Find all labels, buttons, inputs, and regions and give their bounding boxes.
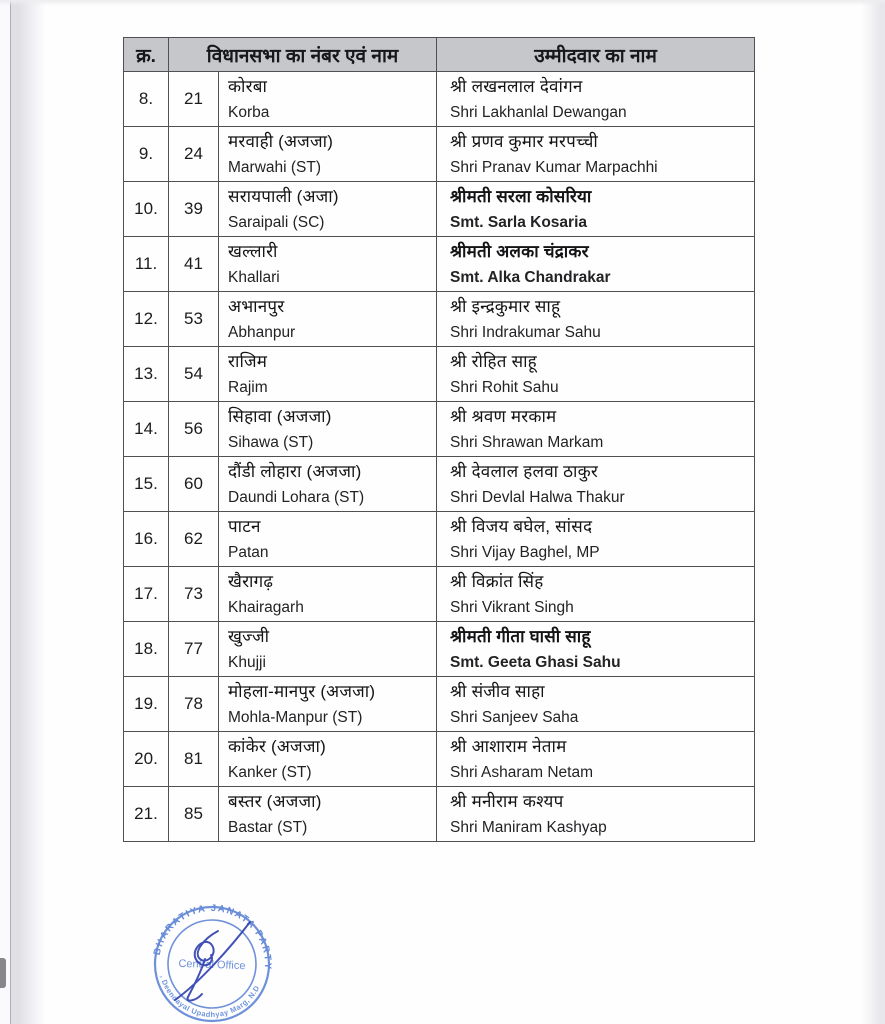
- stamp-center-text: Central Office: [178, 957, 246, 973]
- constituency-name-hindi: अभानपुर: [228, 296, 285, 316]
- candidate-name-cell: [437, 347, 755, 402]
- candidate-name-english: Shri Asharam Netam: [450, 763, 594, 781]
- constituency-name-cell: [219, 512, 437, 567]
- constituency-name-cell: [219, 567, 437, 622]
- constituency-number-cell: 39: [169, 182, 219, 237]
- candidate-name-hindi: श्री विक्रांत सिंह: [450, 571, 544, 591]
- constituency-number-cell: 73: [169, 567, 219, 622]
- candidate-name-english: Shri Maniram Kashyap: [450, 818, 607, 836]
- constituency-name-hindi: खुज्जी: [228, 626, 270, 646]
- constituency-name-english: Khairagarh: [228, 598, 304, 616]
- constituency-name-english: Korba: [228, 103, 270, 121]
- constituency-name-english: Khujji: [228, 653, 266, 671]
- constituency-number-cell: 85: [169, 787, 219, 842]
- scan-edge-top: [0, 0, 885, 6]
- scan-edge-right: [861, 0, 885, 1024]
- serial-cell: 13.: [124, 347, 169, 402]
- serial-cell: 10.: [124, 182, 169, 237]
- candidate-name-english: Shri Vikrant Singh: [450, 598, 574, 616]
- constituency-name-hindi: कांकेर (अजजा): [228, 736, 326, 756]
- table-row: [124, 347, 755, 402]
- candidate-name-hindi: श्री रोहित साहू: [450, 351, 537, 371]
- table-row: [124, 237, 755, 292]
- candidate-name-hindi: श्री मनीराम कश्यप: [450, 791, 564, 811]
- candidate-table-body: [124, 72, 755, 842]
- constituency-number-cell: 60: [169, 457, 219, 512]
- constituency-name-english: Saraipali (SC): [228, 213, 325, 231]
- candidate-name-hindi: श्री देवलाल हलवा ठाकुर: [450, 461, 599, 481]
- constituency-name-cell: [219, 237, 437, 292]
- constituency-number-cell: 78: [169, 677, 219, 732]
- table-row: [124, 512, 755, 567]
- constituency-name-english: Sihawa (ST): [228, 433, 314, 451]
- constituency-name-cell: [219, 292, 437, 347]
- constituency-number-cell: 53: [169, 292, 219, 347]
- candidate-name-hindi: श्री प्रणव कुमार मरपच्ची: [450, 131, 598, 151]
- candidate-name-cell: [437, 292, 755, 347]
- constituency-name-cell: [219, 72, 437, 127]
- serial-cell: 17.: [124, 567, 169, 622]
- constituency-number-cell: 24: [169, 127, 219, 182]
- candidate-name-hindi: श्रीमती अलका चंद्राकर: [450, 241, 589, 261]
- constituency-name-cell: [219, 732, 437, 787]
- constituency-name-hindi: सिहावा (अजजा): [228, 406, 332, 426]
- header-candidate: उम्मीदवार का नाम: [437, 38, 755, 72]
- table-row: [124, 622, 755, 677]
- candidate-name-english: Shri Shrawan Markam: [450, 433, 604, 451]
- serial-cell: 20.: [124, 732, 169, 787]
- serial-cell: 12.: [124, 292, 169, 347]
- serial-cell: 14.: [124, 402, 169, 457]
- table-row: [124, 787, 755, 842]
- header-constituency: विधानसभा का नंबर एवं नाम: [169, 38, 437, 72]
- candidate-name-english: Shri Devlal Halwa Thakur: [450, 488, 625, 506]
- constituency-number-cell: 77: [169, 622, 219, 677]
- candidate-name-hindi: श्री श्रवण मरकाम: [450, 406, 557, 426]
- candidate-name-cell: [437, 732, 755, 787]
- serial-cell: 21.: [124, 787, 169, 842]
- serial-cell: 15.: [124, 457, 169, 512]
- constituency-name-english: Khallari: [228, 268, 280, 286]
- candidate-name-hindi: श्री आशाराम नेताम: [450, 736, 567, 756]
- candidate-name-cell: [437, 622, 755, 677]
- constituency-name-hindi: खैरागढ़: [228, 571, 274, 591]
- constituency-number-cell: 81: [169, 732, 219, 787]
- candidate-name-hindi: श्रीमती गीता घासी साहू: [450, 626, 591, 646]
- candidate-name-cell: [437, 402, 755, 457]
- candidate-name-english: Smt. Sarla Kosaria: [450, 213, 587, 231]
- table-row: [124, 402, 755, 457]
- candidate-name-cell: [437, 127, 755, 182]
- candidate-name-english: Shri Indrakumar Sahu: [450, 323, 601, 341]
- candidate-name-cell: [437, 72, 755, 127]
- header-serial: क्र.: [124, 38, 169, 72]
- constituency-name-cell: [219, 182, 437, 237]
- constituency-name-english: Kanker (ST): [228, 763, 312, 781]
- candidate-name-cell: [437, 237, 755, 292]
- table-row: [124, 292, 755, 347]
- constituency-number-cell: 21: [169, 72, 219, 127]
- scan-edge-left: [0, 0, 46, 1024]
- constituency-name-hindi: मोहला-मानपुर (अजजा): [228, 681, 376, 701]
- constituency-name-hindi: राजिम: [228, 351, 268, 371]
- constituency-name-cell: [219, 457, 437, 512]
- table-row: [124, 457, 755, 512]
- constituency-name-cell: [219, 127, 437, 182]
- candidate-name-english: Shri Vijay Baghel, MP: [450, 543, 600, 561]
- candidate-name-english: Smt. Geeta Ghasi Sahu: [450, 653, 621, 671]
- constituency-name-english: Patan: [228, 543, 269, 561]
- candidate-name-cell: [437, 512, 755, 567]
- candidate-name-hindi: श्री विजय बघेल, सांसद: [450, 516, 593, 536]
- stamp-bottom-text: * 6A, Deendayal Upadhyay Marg, N.D-2 *: [147, 884, 262, 1020]
- serial-cell: 18.: [124, 622, 169, 677]
- constituency-name-english: Rajim: [228, 378, 268, 396]
- table-row: [124, 677, 755, 732]
- constituency-name-cell: [219, 347, 437, 402]
- stamp-top-text: BHARATIYA JANATA PARTY: [151, 902, 274, 971]
- constituency-number-cell: 62: [169, 512, 219, 567]
- constituency-name-english: Daundi Lohara (ST): [228, 488, 365, 506]
- serial-cell: 19.: [124, 677, 169, 732]
- table-row: [124, 182, 755, 237]
- candidate-name-cell: [437, 677, 755, 732]
- constituency-name-hindi: सरायपाली (अजा): [228, 186, 339, 206]
- candidate-name-hindi: श्री इन्द्रकुमार साहू: [450, 296, 561, 316]
- table-row: [124, 567, 755, 622]
- constituency-name-english: Marwahi (ST): [228, 158, 322, 176]
- serial-cell: 9.: [124, 127, 169, 182]
- constituency-number-cell: 41: [169, 237, 219, 292]
- constituency-number-cell: 54: [169, 347, 219, 402]
- candidate-name-hindi: श्री संजीव साहा: [450, 681, 545, 701]
- scan-artifact: [0, 958, 6, 988]
- candidate-name-english: Shri Pranav Kumar Marpachhi: [450, 158, 658, 176]
- constituency-name-hindi: खल्लारी: [228, 241, 278, 261]
- candidate-name-cell: [437, 787, 755, 842]
- constituency-name-cell: [219, 622, 437, 677]
- candidate-name-english: Shri Sanjeev Saha: [450, 708, 579, 726]
- constituency-name-english: Mohla-Manpur (ST): [228, 708, 363, 726]
- candidate-name-english: Smt. Alka Chandrakar: [450, 268, 611, 286]
- table-row: [124, 72, 755, 127]
- constituency-number-cell: 56: [169, 402, 219, 457]
- candidate-name-cell: [437, 567, 755, 622]
- table-header-row: [124, 38, 755, 72]
- serial-cell: 16.: [124, 512, 169, 567]
- constituency-name-hindi: पाटन: [228, 516, 261, 536]
- candidate-name-cell: [437, 457, 755, 512]
- serial-cell: 11.: [124, 237, 169, 292]
- serial-cell: 8.: [124, 72, 169, 127]
- constituency-name-cell: [219, 402, 437, 457]
- constituency-name-cell: [219, 677, 437, 732]
- constituency-name-hindi: मरवाही (अजजा): [228, 131, 334, 151]
- constituency-name-cell: [219, 787, 437, 842]
- candidate-name-cell: [437, 182, 755, 237]
- party-office-stamp: [141, 884, 291, 1024]
- constituency-name-hindi: दौंडी लोहारा (अजजा): [228, 461, 362, 481]
- candidate-name-hindi: श्री लखनलाल देवांगन: [450, 76, 583, 96]
- candidate-table: [123, 37, 755, 842]
- candidate-name-english: Shri Rohit Sahu: [450, 378, 559, 396]
- constituency-name-english: Bastar (ST): [228, 818, 308, 836]
- constituency-name-english: Abhanpur: [228, 323, 296, 341]
- constituency-name-hindi: कोरबा: [228, 76, 268, 96]
- candidate-name-hindi: श्रीमती सरला कोसरिया: [450, 186, 592, 206]
- constituency-name-hindi: बस्तर (अजजा): [228, 791, 322, 811]
- candidate-name-english: Shri Lakhanlal Dewangan: [450, 103, 627, 121]
- table-row: [124, 127, 755, 182]
- table-row: [124, 732, 755, 787]
